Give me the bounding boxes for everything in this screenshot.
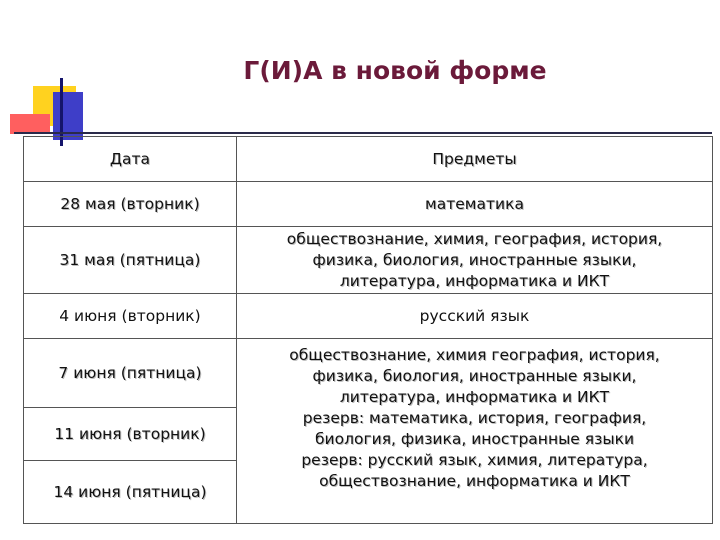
subjects-line: русский язык [419,306,530,325]
row-subjects [237,227,713,294]
row-date: 7 июня (пятница) [24,339,237,408]
header-date: Дата [24,137,237,182]
page-title: Г(И)А в новой форме [243,56,547,85]
row-date: 14 июня (пятница) [24,461,237,524]
subjects-line: обществознание, химия, география, история, [286,229,663,248]
decorative-horizontal-line [14,132,712,134]
exam-schedule-table [23,136,713,524]
row-subjects-merged [237,339,713,524]
header-subjects: Предметы [237,137,713,182]
row-date: 4 июня (вторник) [24,294,237,339]
subjects-line: резерв: математика, история, география, [302,409,647,427]
subjects-line: обществознание, химия география, история, [289,346,660,364]
subjects-line: обществознание, информатика и ИКТ [319,472,630,490]
subjects-line: физика, биология, иностранные языки, [312,250,637,269]
subjects-line: резерв: русский язык, химия, литература, [301,451,648,469]
table-row [24,227,713,294]
subjects-line: физика, биология, иностранные языки, [312,367,637,385]
subjects-line: литература, информатика и ИКТ [339,388,610,406]
subjects-line: биология, физика, иностранные языки [314,430,635,448]
table-row [24,294,713,339]
row-subjects [237,182,713,227]
table-header-row [24,137,713,182]
row-date: 11 июня (вторник) [24,408,237,461]
row-subjects [237,294,713,339]
table-row [24,339,713,408]
subjects-line: математика [425,194,524,213]
row-date: 31 мая (пятница) [24,227,237,294]
row-date: 28 мая (вторник) [24,182,237,227]
decorative-red-bar [10,114,50,134]
subjects-line: литература, информатика и ИКТ [339,271,610,290]
table-row [24,182,713,227]
